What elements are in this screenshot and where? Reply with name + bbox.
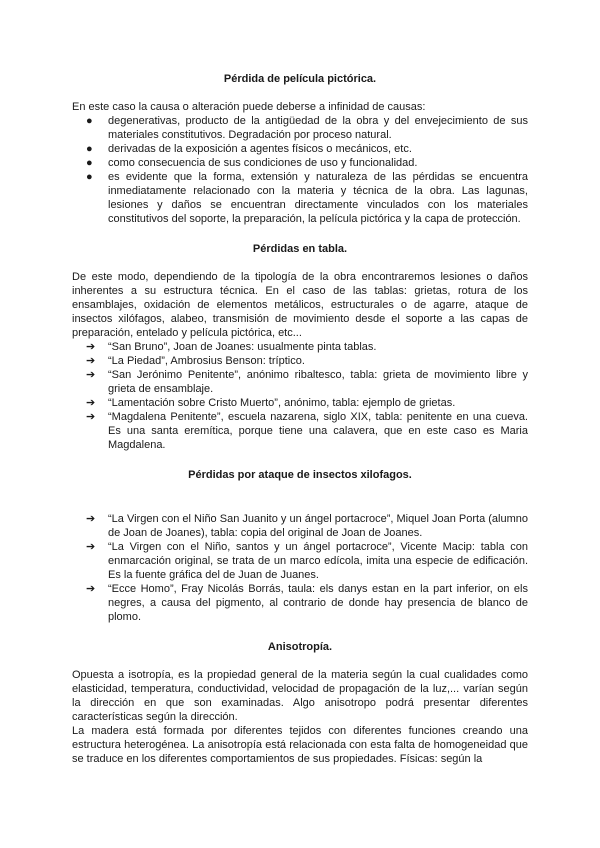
list-item: ➔ “Ecce Homo”, Fray Nicolás Borrás, taula: els danys estan en la part inferior, on els negres, a causa del pigmento, al contrario de donde hay presencia de blanco de plomo. <box>86 583 528 623</box>
bullet-icon: ● <box>86 171 93 183</box>
list-item: ● es evidente que la forma, extensión y naturaleza de las pérdidas se encuentra inmediatamente relacionado con la materia y técnica de la obra. Las lagunas, lesiones y daños se encuentran directamente vinculados con los materiales constitutivos del soporte, la preparación, la película pictórica y la capa de protección. <box>86 171 528 225</box>
bullet-list <box>72 114 528 226</box>
bullet-icon: ● <box>86 157 93 169</box>
intro-paragraph: En este caso la causa o alteración puede deberse a infinidad de causas: <box>72 101 426 113</box>
list-item: ● degenerativas, producto de la antigüedad de la obra y del envejecimiento de sus materiales constitutivos. Degradación por proceso natural. <box>86 115 528 141</box>
arrow-right-icon: ➔ <box>86 583 96 595</box>
arrow-list <box>72 512 528 624</box>
bullet-icon: ● <box>86 115 93 127</box>
list-item: ➔ “La Virgen con el Niño San Juanito y un ángel portacroce”, Miquel Joan Porta (alumno de Joan de Joanes), tabla: copia del original de Joan de Joanes. <box>86 513 528 539</box>
list-item: ● como consecuencia de sus condiciones de uso y funcionalidad. <box>86 157 418 169</box>
document-content <box>72 72 528 766</box>
list-item: ➔ “La Virgen con el Niño, santos y un ángel portacroce”, Vicente Macip: tabla con enmarcación original, se trata de un marco edícola, imita una especie de edificación. Es la fuente gráfica del de Juan de Juanes. <box>86 541 528 581</box>
bullet-icon: ● <box>86 143 93 155</box>
arrow-right-icon: ➔ <box>86 513 96 525</box>
arrow-right-icon: ➔ <box>86 397 96 409</box>
list-item: ➔ “La Piedad”, Ambrosius Benson: tríptico. <box>86 355 305 367</box>
heading-insectos-xilofagos: Pérdidas por ataque de insectos xilofagos. <box>188 469 412 481</box>
heading-anisotropia: Anisotropía. <box>267 641 333 653</box>
list-item: ➔ “Magdalena Penitente”, escuela nazarena, siglo XIX, tabla: penitente en una cueva. Es una santa eremítica, porque tiene una calavera, que en este caso es Maria Magdalena. <box>86 411 528 451</box>
list-item: ➔ “San Bruno”, Joan de Joanes: usualmente pinta tablas. <box>86 341 377 353</box>
arrow-right-icon: ➔ <box>86 355 96 367</box>
body-paragraph: Opuesta a isotropía, es la propiedad general de la materia según la cual cualidades como elasticidad, temperatura, conductividad, velocidad de propagación de la luz,... varían según la dirección en que son examinadas. Algo anisotropo podrá presentar diferentes características según la dirección. <box>72 669 528 723</box>
list-item: ➔ “Lamentación sobre Cristo Muerto”, anónimo, tabla: ejemplo de grietas. <box>86 397 456 409</box>
heading-perdidas-tabla: Pérdidas en tabla. <box>252 243 348 255</box>
intro-paragraph: De este modo, dependiendo de la tipología de la obra encontraremos lesiones o daños inherentes a su estructura técnica. En el caso de las tablas: grietas, rotura de los ensamblajes, oxidación de elementos metálicos, estructurales o de agarre, ataque de insectos xilófagos, alabeo, transmisión de movimiento desde el soporte a las capas de preparación, entelado y película pictórica, etc... <box>72 271 528 339</box>
list-item: ● derivadas de la exposición a agentes físicos o mecánicos, etc. <box>86 143 412 155</box>
body-paragraph: La madera está formada por diferentes tejidos con diferentes funciones creando una estructura heterogénea. La anisotropía está relacionada con esta falta de homogeneidad que se traduce en los diferentes comportamientos de sus propiedades. Físicas: según la <box>72 725 528 765</box>
arrow-right-icon: ➔ <box>86 369 96 381</box>
arrow-right-icon: ➔ <box>86 541 96 553</box>
list-item: ➔ “San Jerónimo Penitente”, anónimo ribaltesco, tabla: grieta de movimiento libre y grieta de ensamblaje. <box>86 369 528 395</box>
heading-perdida-pelicula: Pérdida de película pictórica. <box>223 73 377 85</box>
arrow-right-icon: ➔ <box>86 411 96 423</box>
arrow-list <box>72 340 528 452</box>
arrow-right-icon: ➔ <box>86 341 96 353</box>
